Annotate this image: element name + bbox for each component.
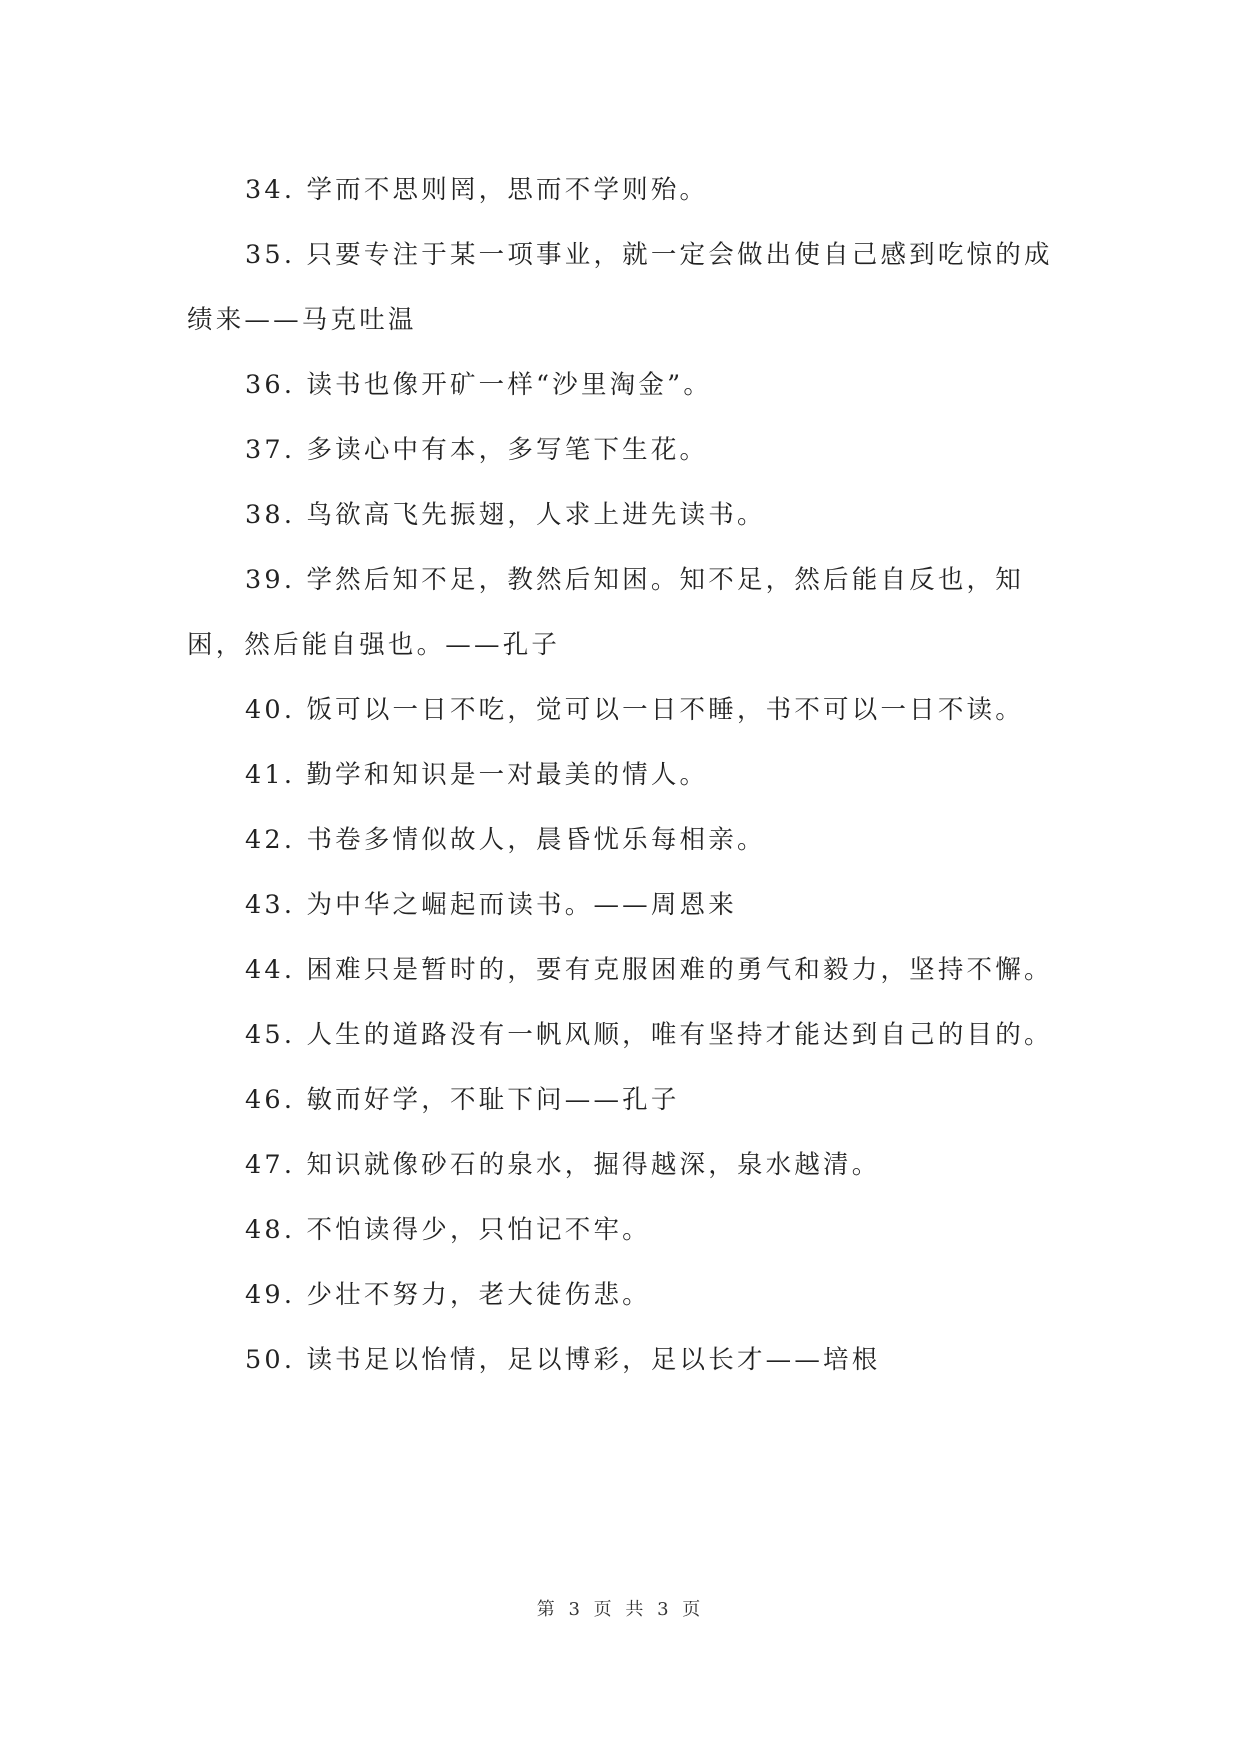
quote-39: 39. 学然后知不足，教然后知困。知不足，然后能自反也，知困，然后能自强也。——孔子 [187,565,1024,660]
quote-44: 44. 困难只是暂时的，要有克服困难的勇气和毅力，坚持不懈。 [245,955,1053,985]
quote-49: 49. 少壮不努力，老大徒伤悲。 [245,1280,651,1310]
quote-42: 42. 书卷多情似故人，晨昏忧乐每相亲。 [245,825,766,855]
quote-46: 46. 敏而好学，不耻下问——孔子 [245,1085,680,1115]
quote-47: 47. 知识就像砂石的泉水，掘得越深，泉水越清。 [245,1150,881,1180]
quote-list [187,158,1067,1393]
quote-43: 43. 为中华之崛起而读书。——周恩来 [245,890,737,920]
quote-35: 35. 只要专注于某一项事业，就一定会做出使自己感到吃惊的成绩来——马克吐温 [187,240,1053,335]
quote-41: 41. 勤学和知识是一对最美的情人。 [245,760,709,790]
quote-45: 45. 人生的道路没有一帆风顺，唯有坚持才能达到自己的目的。 [245,1020,1053,1050]
quote-48: 48. 不怕读得少，只怕记不牢。 [245,1215,651,1245]
quote-38: 38. 鸟欲高飞先振翅，人求上进先读书。 [245,500,766,530]
page-number-footer: 第 3 页 共 3 页 [536,1599,705,1620]
quote-34: 34. 学而不思则罔，思而不学则殆。 [245,175,709,205]
quote-50: 50. 读书足以怡情，足以博彩，足以长才——培根 [245,1345,881,1375]
quote-37: 37. 多读心中有本，多写笔下生花。 [245,435,709,465]
quote-36: 36. 读书也像开矿一样“沙里淘金”。 [245,370,713,400]
quote-40: 40. 饭可以一日不吃，觉可以一日不睡，书不可以一日不读。 [245,695,1024,725]
